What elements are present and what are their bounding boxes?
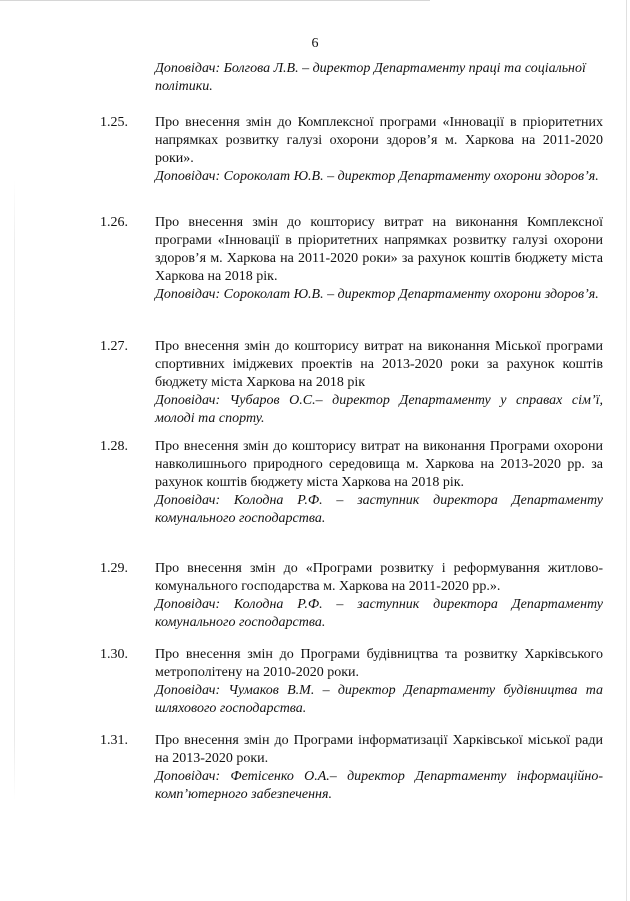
item-title: Про внесення змін до кошторису витрат на виконання Міської програми спортивних іміджевих проектів на 2013-2020 роки за рахунок коштів бюджету міста Харкова на 2018 рік	[155, 339, 603, 390]
item-title: Про внесення змін до Програми інформатизації Харківської міської ради на 2013-2020 роки.	[155, 733, 603, 766]
item-body	[155, 560, 603, 632]
item-number: 1.27.	[100, 339, 128, 354]
item-body	[155, 114, 603, 186]
item-speaker: Доповідач: Колодна Р.Ф. – заступник директора Департаменту комунального господарства.	[155, 597, 603, 630]
item-number: 1.30.	[100, 647, 128, 662]
item-speaker: Доповідач: Чумаков В.М. – директор Департаменту будівництва та шляхового господарства.	[155, 683, 603, 716]
item-title: Про внесення змін до Програми будівництва та розвитку Харківського метрополітену на 2010-2020 роки.	[155, 647, 603, 680]
item-number: 1.31.	[100, 733, 128, 748]
item-speaker: Доповідач: Сороколат Ю.В. – директор Департаменту охорони здоров’я.	[155, 169, 599, 184]
item-number: 1.26.	[100, 215, 128, 230]
item-speaker: Доповідач: Чубаров О.С.– директор Департаменту у справах сім’ї, молоді та спорту.	[155, 393, 603, 426]
item-number: 1.28.	[100, 439, 128, 454]
scan-edge-left	[14, 180, 15, 800]
item-body	[155, 732, 603, 804]
item-title: Про внесення змін до «Програми розвитку і реформування житлово-комунального господарства м. Харкова на 2011-2020 рр.».	[155, 561, 603, 594]
item-body	[155, 338, 603, 428]
item-number: 1.25.	[100, 115, 128, 130]
scan-edge-top	[0, 0, 630, 1]
item-speaker: Доповідач: Колодна Р.Ф. – заступник директора Департаменту комунального господарства.	[155, 493, 603, 526]
item-speaker: Доповідач: Фетісенко О.А.– директор Департаменту інформаційно-комп’ютерного забезпечення.	[155, 769, 603, 802]
item-number: 1.29.	[100, 561, 128, 576]
item-speaker: Доповідач: Сороколат Ю.В. – директор Департаменту охорони здоров’я.	[155, 287, 599, 302]
item-body	[155, 214, 603, 304]
item-body	[155, 438, 603, 528]
item-title: Про внесення змін до кошторису витрат на виконання Програми охорони навколишнього природного середовища м. Харкова на 2013-2020 рр. за рахунок коштів бюджету міста Харкова на 2018 рік.	[155, 439, 603, 490]
intro-speaker: Доповідач: Болгова Л.В. – директор Департаменту праці та соціальної політики.	[155, 61, 586, 94]
item-title: Про внесення змін до Комплексної програми «Інновації в пріоритетних напрямках розвитку галузі охорони здоров’я м. Харкова на 2011-2020 роки».	[155, 115, 603, 166]
scan-edge-right	[626, 0, 627, 901]
item-body	[155, 646, 603, 718]
page-number: 6	[311, 36, 319, 51]
item-title: Про внесення змін до кошторису витрат на виконання Комплексної програми «Інновації в пріоритетних напрямках розвитку галузі охорони здоров’я м. Харкова на 2011-2020 роки» за рахунок коштів бюджету міста Харкова на 2018 рік.	[155, 215, 603, 284]
